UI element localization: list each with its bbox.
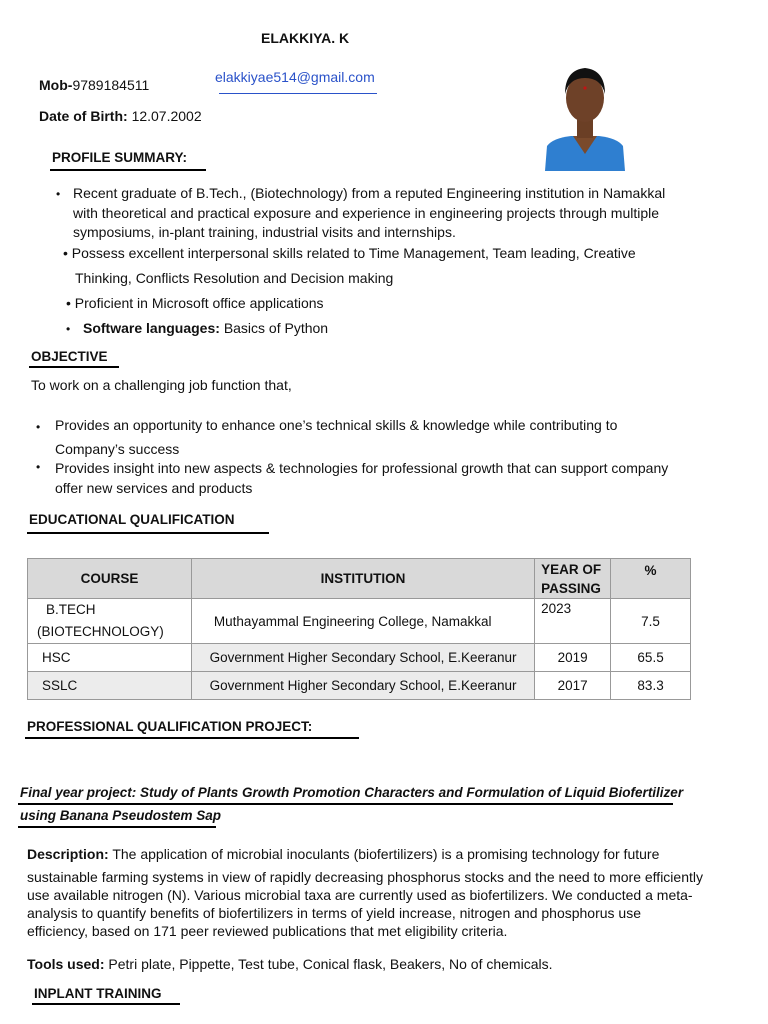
- profile-photo: [543, 58, 627, 171]
- software-label: Software languages:: [83, 320, 220, 336]
- education-underline: [27, 532, 269, 534]
- tools-label: Tools used:: [27, 956, 105, 972]
- row-institution: Government Higher Secondary School, E.Keeranur: [191, 672, 534, 700]
- project-heading: PROFESSIONAL QUALIFICATION PROJECT:: [27, 719, 313, 734]
- inplant-heading: INPLANT TRAINING: [34, 986, 162, 1001]
- col-percent: %: [611, 559, 691, 599]
- description-label: Description:: [27, 846, 109, 862]
- row-year: 2017: [535, 672, 611, 700]
- bullet-icon: •: [66, 322, 71, 336]
- row-year: 2019: [535, 644, 611, 672]
- email-link[interactable]: elakkiyae514@gmail.com: [215, 69, 375, 85]
- tools-used: [27, 956, 553, 972]
- profile-summary-heading: PROFILE SUMMARY:: [52, 150, 187, 165]
- objective-underline: [29, 366, 119, 368]
- bullet-icon: •: [36, 460, 41, 474]
- profile-bullet-3: • Proficient in Microsoft office applications: [66, 295, 324, 311]
- objective-intro: To work on a challenging job function that,: [31, 377, 292, 393]
- description-line-1: Description: The application of microbial inoculants (biofertilizers) is a promising technology for future: [27, 846, 660, 862]
- objective-heading: OBJECTIVE: [31, 349, 108, 364]
- col-institution: INSTITUTION: [191, 559, 534, 599]
- row-course: B.TECH (BIOTECHNOLOGY): [28, 599, 192, 644]
- col-course: COURSE: [28, 559, 192, 599]
- description-line-2: sustainable farming systems in view of rapidly decreasing phosphorus stocks and the need to more efficiently: [27, 869, 703, 885]
- objective-bullet-2-line-1: Provides insight into new aspects & technologies for professional growth that can support company: [55, 460, 669, 476]
- project-heading-underline: [25, 737, 359, 739]
- description-line-5: efficiency, based on 171 peer reviewed publications that met eligibility criteria.: [27, 923, 508, 939]
- mobile-value: 9789184511: [72, 77, 150, 93]
- education-table: [27, 558, 691, 700]
- project-title-line-1: Final year project: Study of Plants Growth Promotion Characters and Formulation of Liquid Biofertilizer: [20, 785, 684, 800]
- profile-bullet-1-line-3: symposiums, in-plant training, industrial visits and internships.: [73, 224, 456, 240]
- row-institution: Muthayammal Engineering College, Namakkal: [191, 599, 534, 644]
- row-course: SSLC: [28, 672, 192, 700]
- project-title-1: Study of Plants Growth Promotion Characters and Formulation of Liquid Biofertilizer: [140, 785, 684, 800]
- description-line-3: use available nitrogen (N). Various microbial taxa are currently used as biofertilizers. We conducted a meta-: [27, 887, 693, 903]
- objective-bullet-2-line-2: offer new services and products: [55, 480, 253, 496]
- profile-bullet-1-line-2: with theoretical and practical exposure and experience in engineering projects through multiple: [73, 205, 660, 221]
- profile-bullet-2-line-2: Thinking, Conflicts Resolution and Decision making: [75, 270, 394, 286]
- table-row: [28, 672, 691, 700]
- dob-label: Date of Birth:: [39, 108, 128, 124]
- row-percent: 7.5: [611, 599, 691, 644]
- bullet-icon: •: [56, 187, 61, 201]
- project-label: Final year project: [20, 785, 132, 800]
- profile-summary-underline: [50, 169, 206, 171]
- project-title-line-2: using Banana Pseudostem Sap: [20, 808, 222, 823]
- candidate-name: ELAKKIYA. K: [261, 30, 350, 46]
- row-percent: 83.3: [611, 672, 691, 700]
- email-underline: [219, 93, 377, 94]
- software-value: Basics of Python: [223, 320, 329, 336]
- objective-bullet-1-line-1: Provides an opportunity to enhance one’s technical skills & knowledge while contributing to: [55, 417, 618, 433]
- project-title-underline-2: [18, 826, 216, 828]
- date-of-birth: [39, 108, 202, 124]
- row-percent: 65.5: [611, 644, 691, 672]
- education-heading: EDUCATIONAL QUALIFICATION: [29, 512, 235, 527]
- description-line-4: analysis to quantify benefits of biofertilizers in terms of yield increase, nitrogen and phosphorus use: [27, 905, 642, 921]
- tools-value: Petri plate, Pippette, Test tube, Conical flask, Beakers, No of chemicals.: [108, 956, 553, 972]
- row-course: HSC: [28, 644, 192, 672]
- table-header-row: [28, 559, 691, 599]
- row-institution: Government Higher Secondary School, E.Keeranur: [191, 644, 534, 672]
- mobile-number: [39, 77, 149, 93]
- dob-value: 12.07.2002: [131, 108, 202, 124]
- bullet-icon: •: [36, 420, 41, 434]
- inplant-underline: [32, 1003, 180, 1005]
- table-row: [28, 599, 691, 644]
- profile-bullet-4: [83, 320, 328, 336]
- project-title-underline-1: [18, 803, 673, 805]
- objective-bullet-1-line-2: Company’s success: [55, 441, 180, 457]
- profile-bullet-2-line-1: • Possess excellent interpersonal skills related to Time Management, Team leading, Creative: [63, 245, 636, 261]
- col-year: YEAR OF PASSING: [535, 559, 611, 599]
- table-row: [28, 644, 691, 672]
- row-year: 2023: [535, 599, 611, 644]
- profile-bullet-1-line-1: Recent graduate of B.Tech., (Biotechnology) from a reputed Engineering institution in Namakkal: [73, 185, 666, 201]
- mobile-label: Mob-: [39, 77, 73, 93]
